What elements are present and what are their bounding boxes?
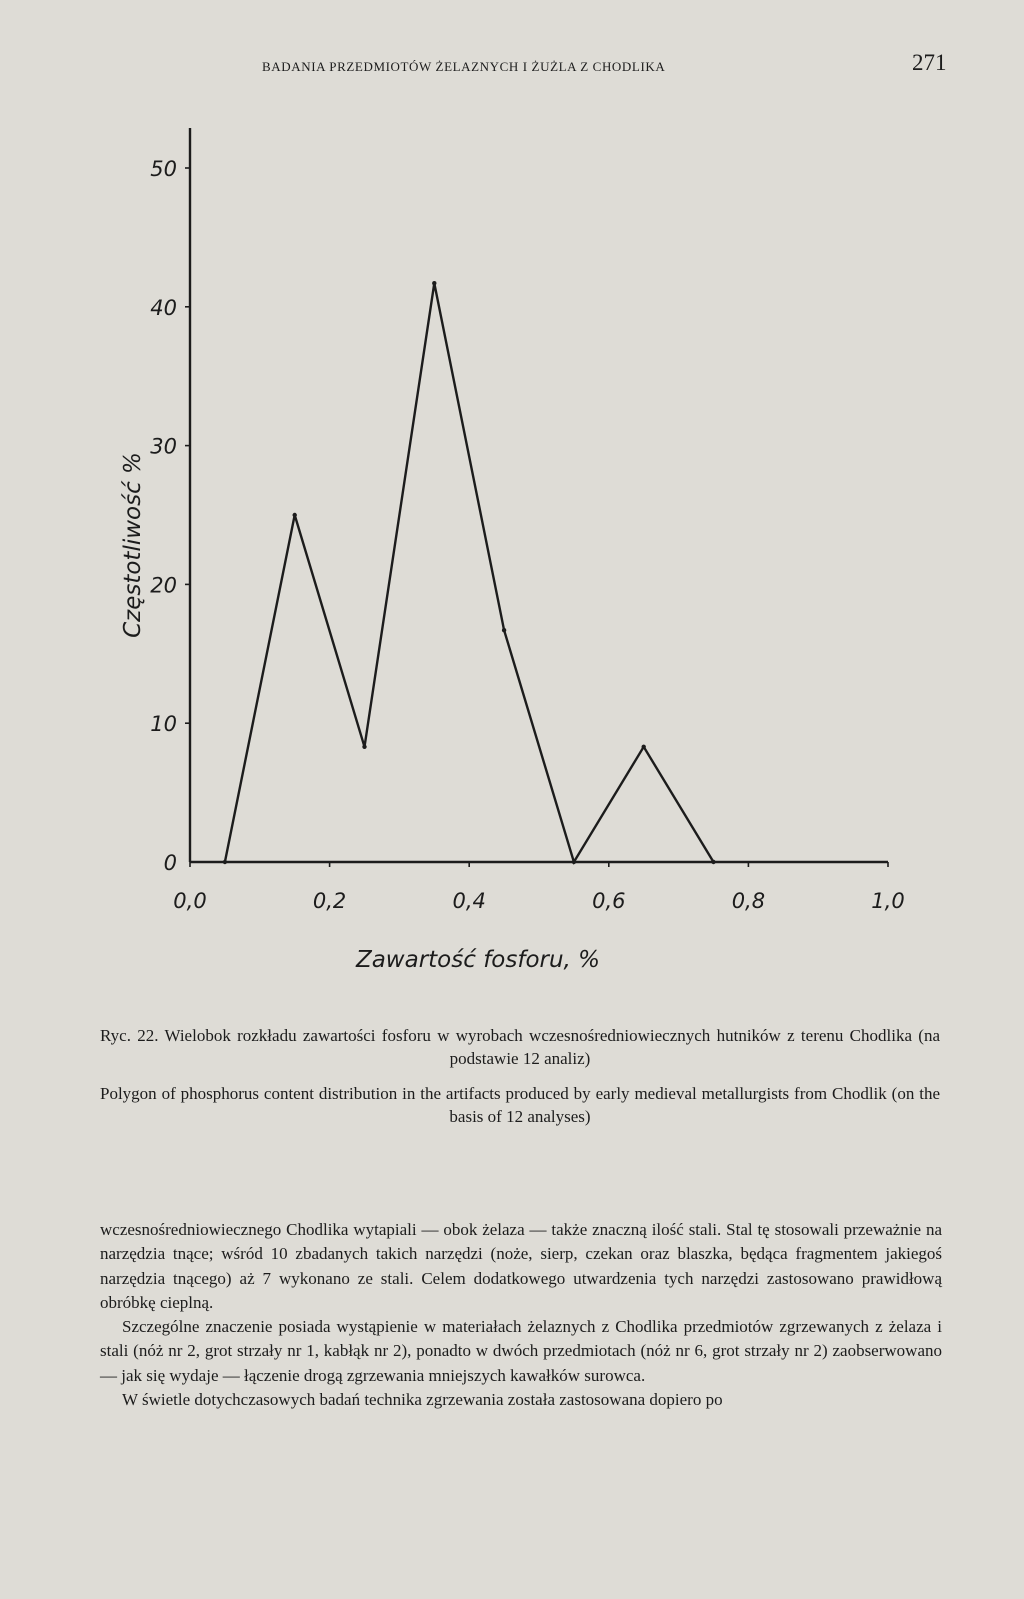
data-point [572, 860, 576, 864]
paragraph: wczesnośredniowiecznego Chodlika wytapiali — obok żelaza — także znaczną ilość stali. Stal tę stosowali przeważnie na narzędzia tnące; wśród 10 zbadanych takich narzędzi (noże, sierp, czekan oraz blaszka, będąca fragmentem jakiegoś narzędzia tnącego) aż 7 wykonano ze stali. Celem dodatkowego utwardzenia tych narzędzi zastosowano prawidłową obróbkę cieplną. [100, 1220, 942, 1312]
data-point [502, 628, 506, 632]
y-axis-label: Częstotliwość % [120, 452, 146, 638]
paragraph: W świetle dotychczasowych badań technika zgrzewania została zastosowana dopiero po [122, 1390, 723, 1410]
y-tick-label: 30 [150, 434, 177, 459]
x-tick-label: 1,0 [871, 889, 905, 913]
figure-caption [100, 1024, 940, 1128]
caption-english: Polygon of phosphorus content distribution in the artifacts produced by early medieval metallurgists from Chodlik (on the basis of 12 analyses) [100, 1084, 940, 1126]
data-point [711, 860, 715, 864]
x-tick-label: 0,2 [312, 889, 347, 913]
caption-polish: Ryc. 22. Wielobok rozkładu zawartości fosforu w wyrobach wczesnośredniowiecznych hutników z terenu Chodlika (na podstawie 12 analiz) [100, 1026, 940, 1068]
data-point [362, 745, 366, 749]
frequency-polygon-line [225, 283, 714, 862]
body-text [100, 1218, 942, 1412]
data-point [432, 281, 436, 285]
x-tick-label: 0,0 [173, 889, 207, 913]
chart-axes [190, 128, 888, 862]
x-tick-label: 0,6 [592, 889, 626, 913]
chart-series [223, 281, 716, 864]
y-tick-label: 40 [150, 295, 177, 320]
y-tick-label: 20 [150, 573, 177, 598]
data-point [293, 513, 297, 517]
data-point [223, 860, 227, 864]
y-tick-label: 10 [150, 712, 177, 737]
paragraph: Szczególne znaczenie posiada wystąpienie w materiałach żelaznych z Chodlika przedmiotów zgrzewanych z żelaza i stali (nóż nr 2, grot strzały nr 1, kabłąk nr 2), ponadto w dwóch przedmiotach (nóż nr 6, grot strzały nr 2) zaobserwowano — jak się wydaje — łączenie drogą zgrzewania mniejszych kawałków surowca. [100, 1317, 942, 1385]
running-header: BADANIA PRZEDMIOTÓW ŻELAZNYCH I ŻUŻLA Z CHODLIKA [262, 59, 666, 74]
page-number: 271 [912, 50, 947, 75]
x-tick-label: 0,8 [731, 889, 766, 913]
y-tick-label: 50 [150, 157, 177, 181]
data-point [642, 745, 646, 749]
x-tick-label: 0,4 [452, 889, 486, 913]
chart-ticks [150, 157, 904, 913]
x-axis-label: Zawartość fosforu, % [355, 947, 601, 973]
y-tick-label: 0 [163, 851, 177, 875]
